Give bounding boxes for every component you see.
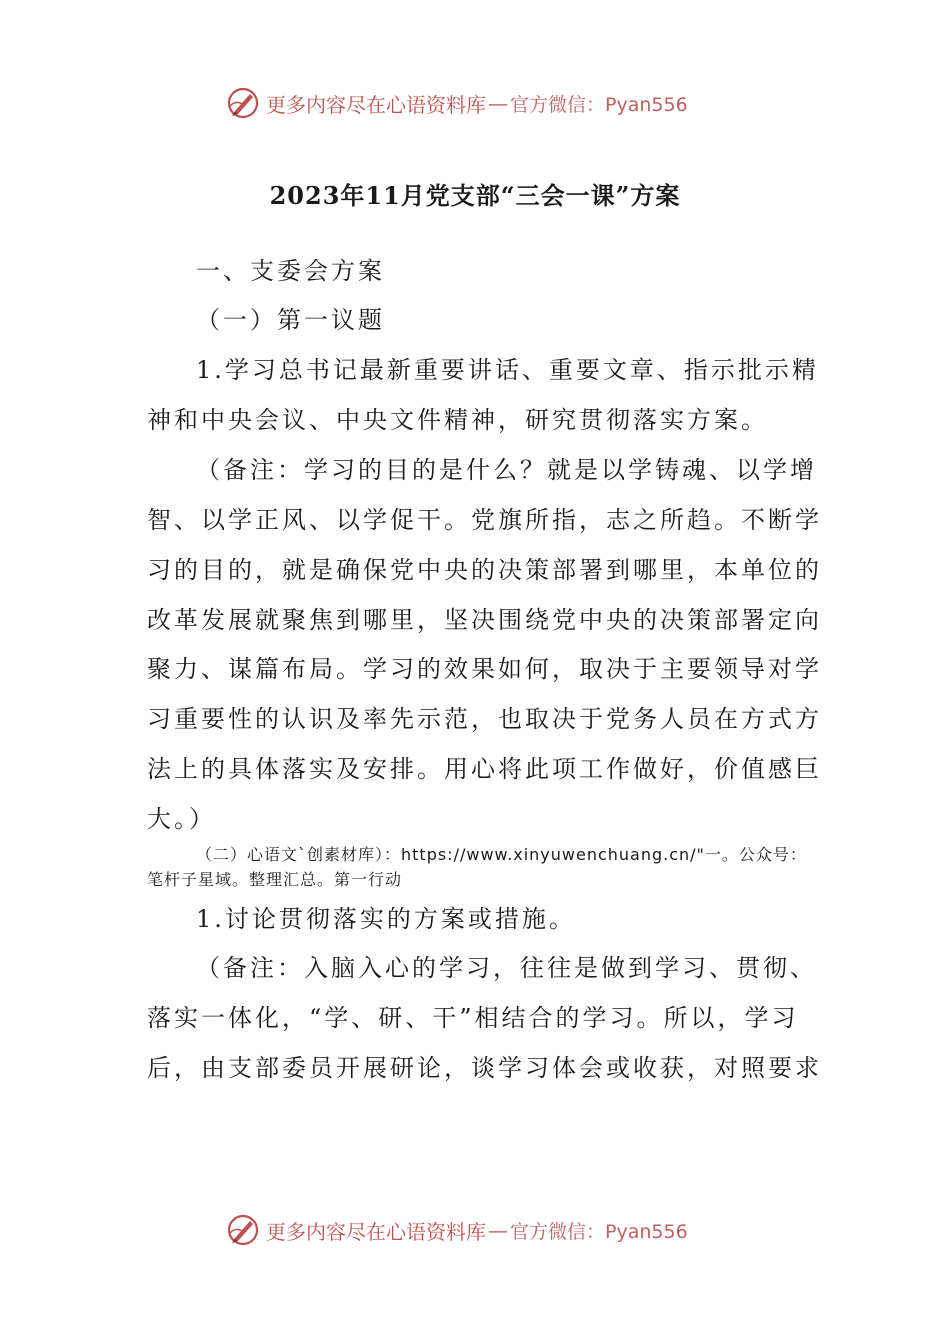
paragraph-line: 聚力、谋篇布局。学习的效果如何，取决于主要领导对学 [147,655,822,683]
banner-dash: — [488,1218,508,1242]
source-note-line: （二）心语文`创素材库）：https://www.xinyuwenchuang.cn/"一。公众号： [196,845,807,864]
paragraph-line: 习重要性的认识及率先示范，也取决于党务人员在方式方 [147,705,822,733]
paragraph-line: 1.讨论贯彻落实的方案或措施。 [196,905,576,933]
pen-logo-icon [226,86,260,120]
paragraph-line: 大。） [147,805,216,833]
brand-text: 更多内容尽在心语资料库 [266,92,486,117]
brand-text: 更多内容尽在心语资料库 [266,1219,486,1244]
wechat-text: 官方微信：Pyan556 [510,93,688,116]
paragraph-line: 智、以学正风、以学促干。党旗所指，志之所趋。不断学 [147,506,822,534]
paragraph-line: 神和中央会议、中央文件精神，研究贯彻落实方案。 [147,406,768,434]
paragraph-line: 落实一体化，“学、研、干”相结合的学习。所以，学习 [147,1004,799,1032]
section-heading: 一、支委会方案 [196,257,385,285]
footer-banner [226,1210,746,1250]
wechat-text: 官方微信：Pyan556 [510,1220,688,1243]
header-banner [226,83,746,123]
paragraph-line: （备注：入脑入心的学习，往往是做到学习、贯彻、 [196,954,817,982]
pen-logo-icon [226,1213,260,1247]
paragraph-line: 改革发展就聚焦到哪里，坚决围绕党中央的决策部署定向 [147,606,822,634]
document-title: 2023年11月党支部“三会一课”方案 [269,181,681,210]
banner-dash: — [488,91,508,115]
paragraph-line: 习的目的，就是确保党中央的决策部署到哪里，本单位的 [147,556,822,584]
paragraph-line: 后，由支部委员开展研论，谈学习体会或收获，对照要求 [147,1054,822,1082]
subsection-heading: （一）第一议题 [196,306,385,334]
paragraph-line: 1.学习总书记最新重要讲话、重要文章、指示批示精 [196,356,819,384]
paragraph-line: （备注：学习的目的是什么？就是以学铸魂、以学增 [196,456,817,484]
source-note-line: 笔杆子星域。整理汇总。第一行动 [147,870,403,889]
paragraph-line: 法上的具体落实及安排。用心将此项工作做好，价值感巨 [147,755,822,783]
